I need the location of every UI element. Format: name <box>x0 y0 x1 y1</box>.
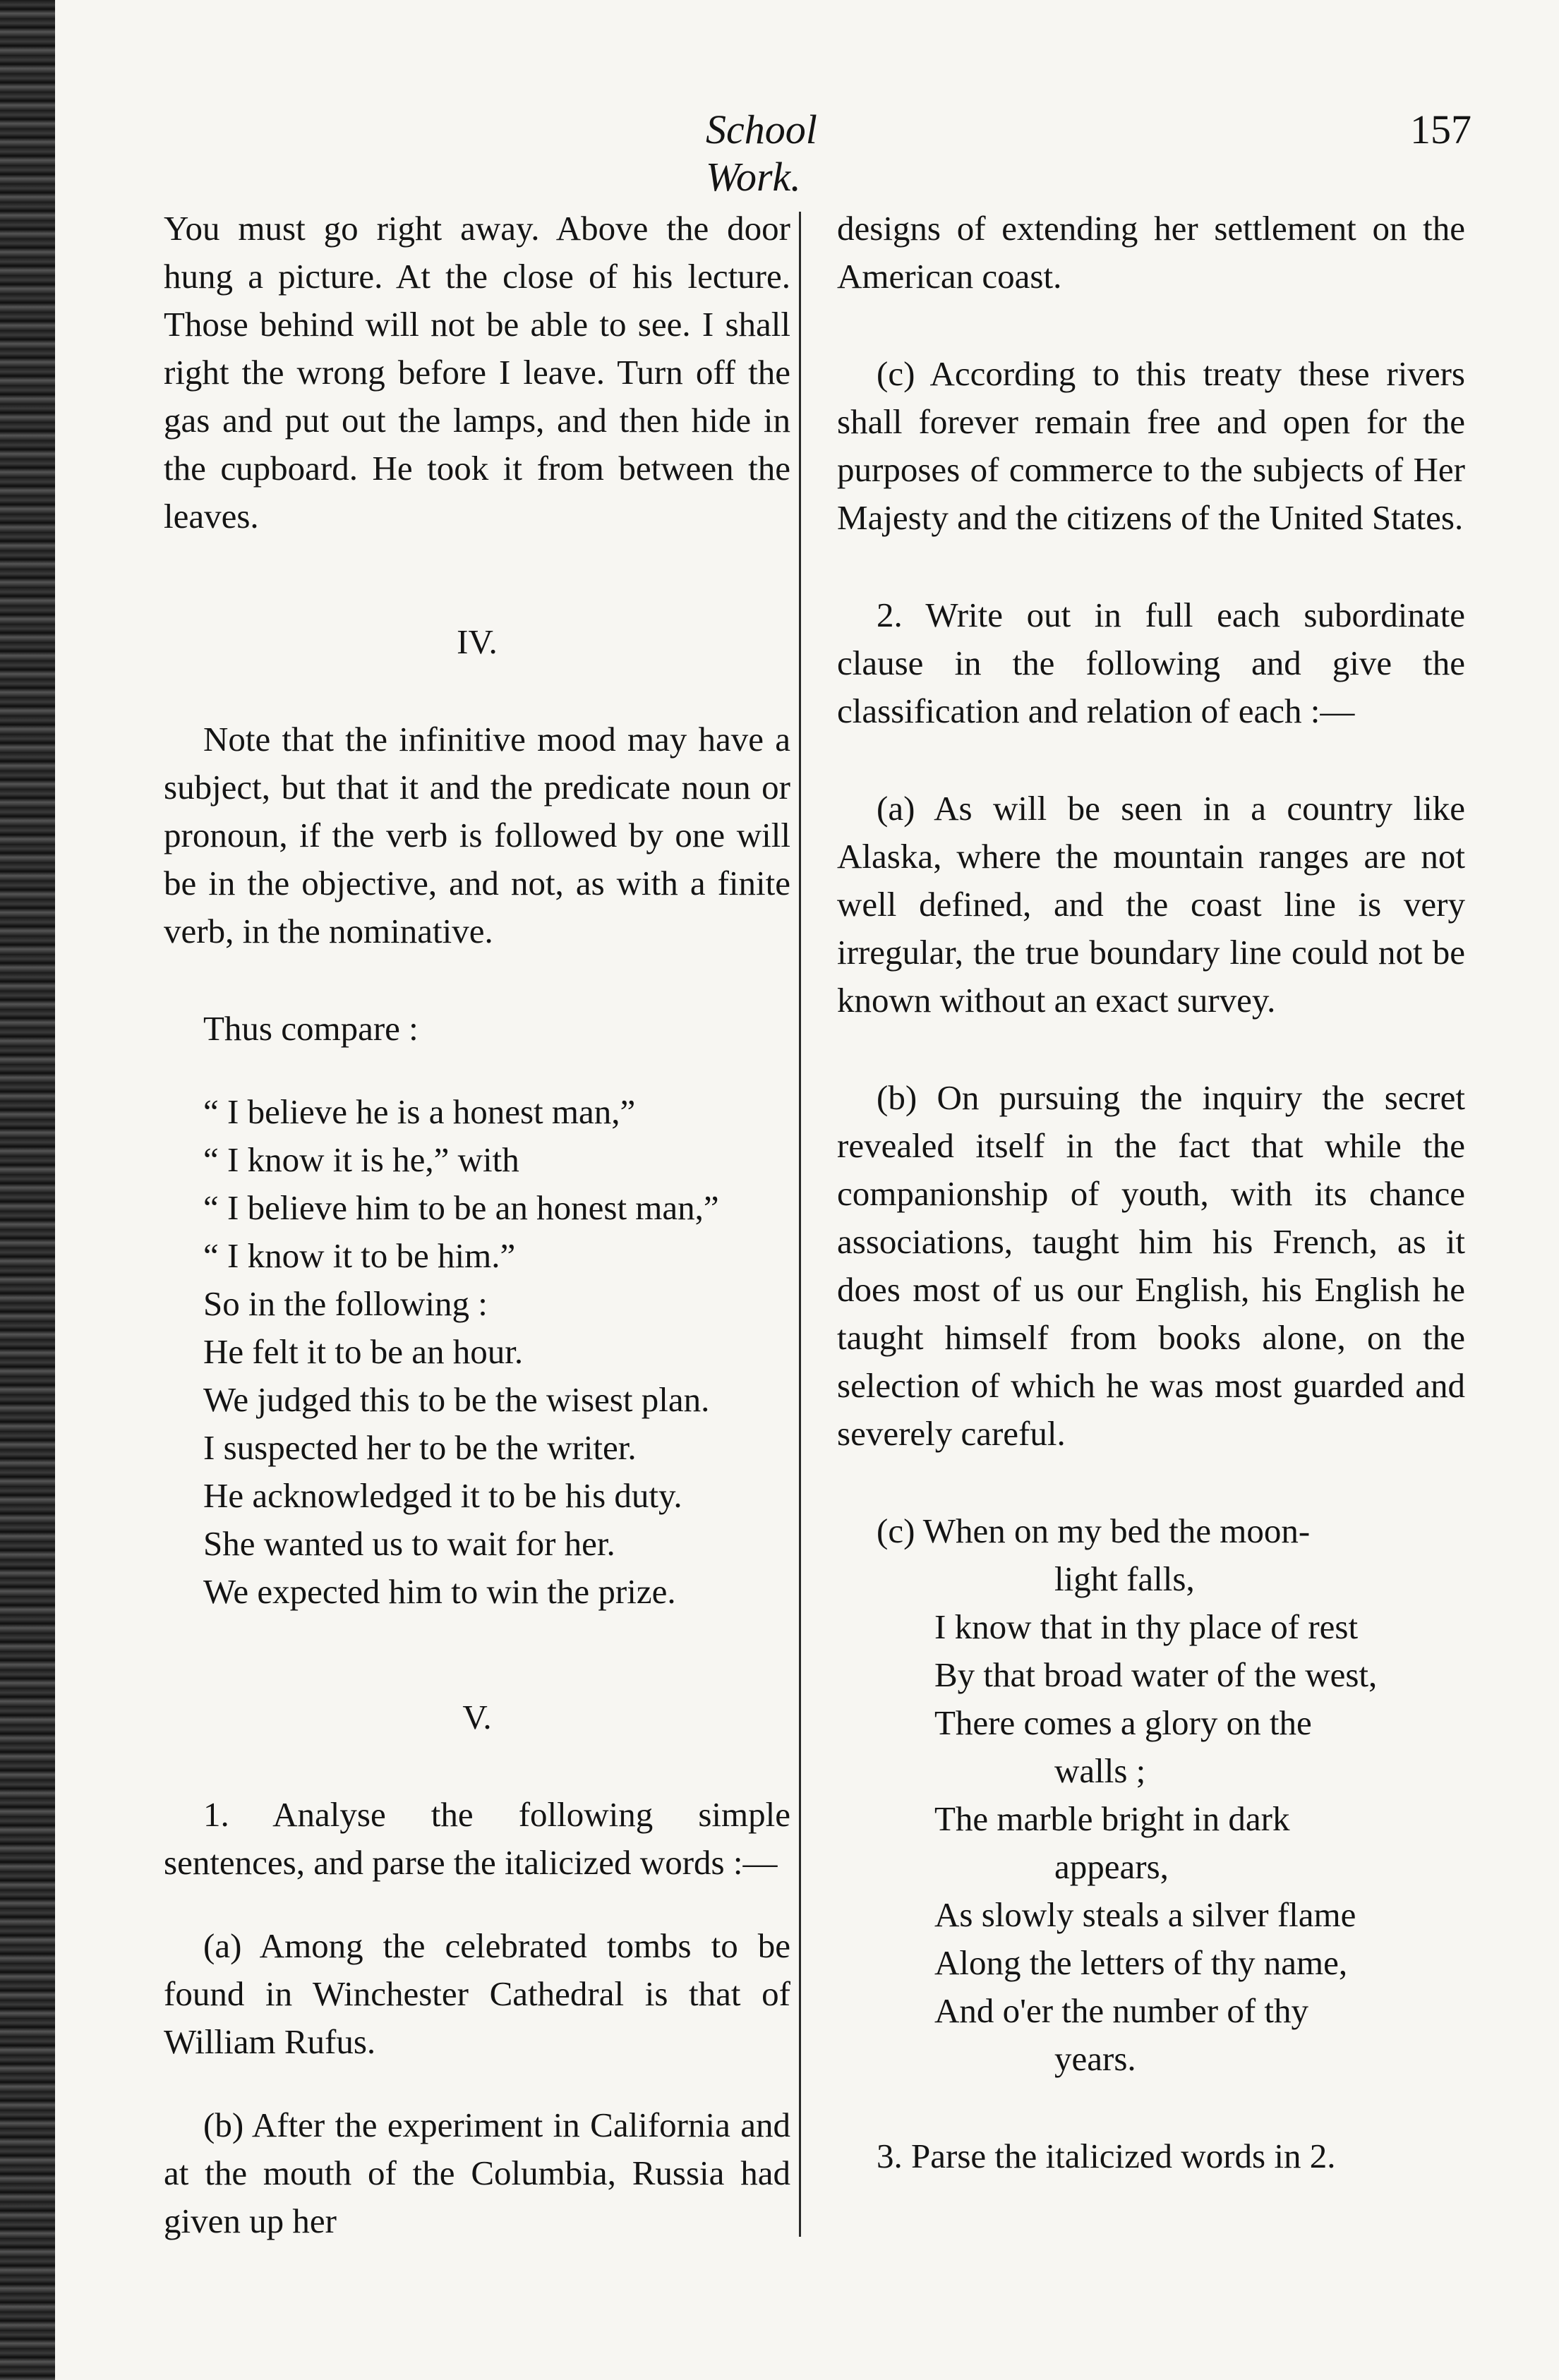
example-6: We expected him to win the prize. <box>203 1572 676 1611</box>
so-following: So in the following : <box>203 1284 488 1323</box>
quote-3: “ I believe him to be an honest man,” <box>203 1188 719 1227</box>
left-column <box>164 205 790 2245</box>
question-2-a: (a) As will be seen in a country like Alaska, where the mountain ranges are not well defined, and the coast line is very irregular, the true boundary line could not be known without an exact survey. <box>837 789 1465 1020</box>
question-1-c: (c) According to this treaty these rivers shall forever remain free and open for the purposes of commerce to the subjects of Her Majesty and the citizens of the United States. <box>837 354 1465 537</box>
question-2-b: (b) On pursuing the inquiry the secret revealed itself in the fact that while the companionship of youth, with its chance associations, taught him his French, as it does most of us our English, his English he taught himself from books alone, on the selection of which he was most guarded and severely careful. <box>837 1078 1465 1453</box>
book-binding-edge <box>0 0 55 2380</box>
verse-line: There comes a glory on the <box>934 1703 1312 1742</box>
question-2-c: (c) When on my bed the moon- <box>877 1511 1311 1550</box>
poem-verse <box>934 1555 1465 2083</box>
verse-line: walls ; <box>1054 1751 1146 1790</box>
quote-4: “ I know it to be him.” <box>203 1236 516 1275</box>
right-column <box>837 205 1465 2180</box>
question-1-b: (b) After the experiment in California and at the mouth of the Columbia, Russia had given up her <box>164 2106 790 2240</box>
question-3: 3. Parse the italicized words in 2. <box>877 2137 1336 2175</box>
example-1: He felt it to be an hour. <box>203 1332 524 1371</box>
verse-line: As slowly steals a silver flame <box>934 1895 1356 1934</box>
verse-line: By that broad water of the west, <box>934 1655 1378 1694</box>
verse-line: Along the letters of thy name, <box>934 1943 1348 1982</box>
verse-line: appears, <box>1054 1847 1169 1886</box>
section-heading-v: V. <box>462 1698 492 1736</box>
question-1: 1. Analyse the following simple sentences, and parse the italicized words :— <box>164 1795 790 1882</box>
thus-compare: Thus compare : <box>203 1009 419 1048</box>
infinitive-note: Note that the infinitive mood may have a subject, but that it and the predicate noun or pronoun, if the verb is followed by one will be in the objective, and not, as with a finite verb, in the nominative. <box>164 720 790 950</box>
verse-line: And o'er the number of thy <box>934 1991 1309 2030</box>
verse-line: I know that in thy place of rest <box>934 1607 1359 1646</box>
quote-2: “ I know it is he,” with <box>203 1140 519 1179</box>
question-2: 2. Write out in full each subordinate clause in the following and give the classification and relation of each :— <box>837 596 1465 730</box>
column-divider <box>799 212 801 2237</box>
verse-line: years. <box>1054 2039 1136 2078</box>
page-number: 157 <box>1410 107 1471 152</box>
example-sentences-paragraph: You must go right away. Above the door hung a picture. At the close of his lecture. Those behind will not be able to see. I shall right the wrong before I leave. Turn off the gas and put out the lamps, and then hide in the cupboard. He took it from between the leaves. <box>164 209 790 536</box>
example-4: He acknowledged it to be his duty. <box>203 1476 682 1515</box>
continued-text: designs of extending her settlement on the American coast. <box>837 209 1465 296</box>
running-header: School Work. <box>706 107 817 200</box>
quote-1: “ I believe he is a honest man,” <box>203 1092 636 1131</box>
section-heading-iv: IV. <box>457 622 498 661</box>
example-3: I suspected her to be the writer. <box>203 1428 637 1467</box>
verse-line: The marble bright in dark <box>934 1799 1290 1838</box>
verse-line: light falls, <box>1054 1559 1195 1598</box>
example-2: We judged this to be the wisest plan. <box>203 1380 710 1419</box>
question-1-a: (a) Among the celebrated tombs to be found in Winchester Cathedral is that of William Rufus. <box>164 1926 790 2061</box>
example-5: She wanted us to wait for her. <box>203 1524 615 1563</box>
